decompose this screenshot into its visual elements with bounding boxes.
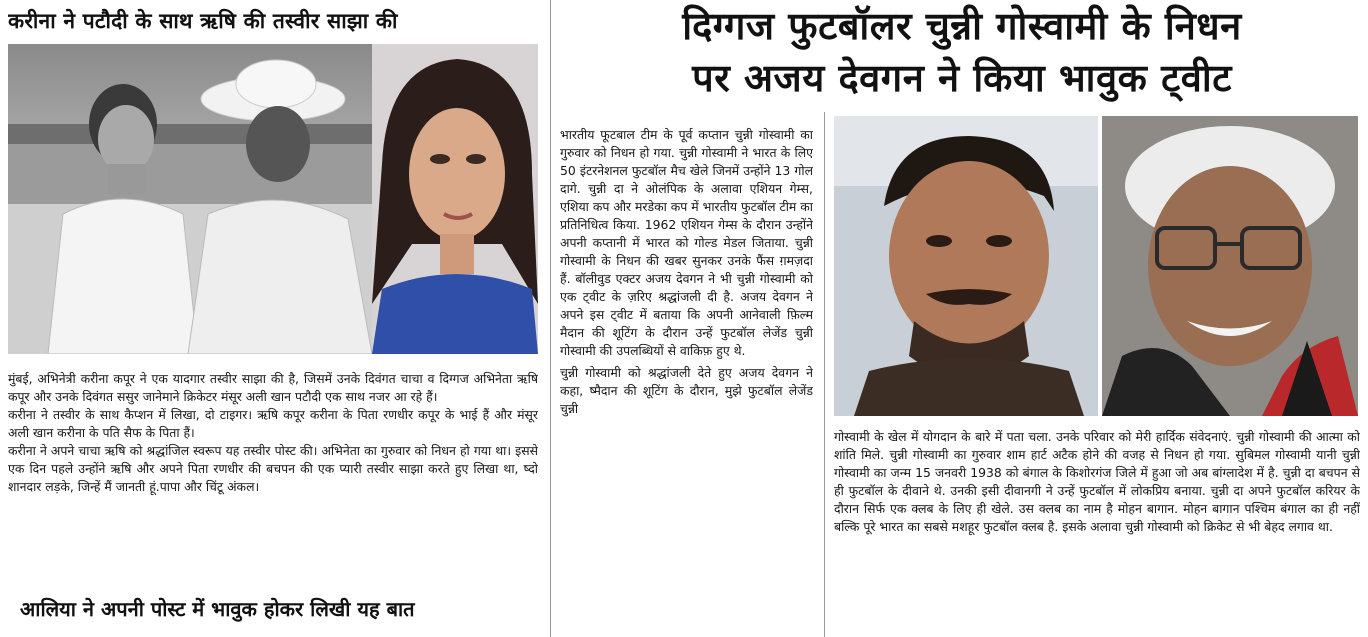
left-story-paragraph: मुंबई, अभिनेत्री करीना कपूर ने एक यादगार तस्वीर साझा की है, जिसमें उनके दिवंगत चाचा व दिग्गज अभिनेता ऋषि कपूर और उनके दिवंगत ससुर जानेमाने क्रिकेटर मंसूर अली खान पटौदी एक साथ नजर आ रहे हैं।: [8, 371, 538, 404]
main-story-paragraph: चुन्नी गोस्वामी को श्रद्धांजली देते हुए अजय देवगन ने कहा, ष्मैदान की शूटिंग के दौरान, मुझे फुटबॉल लेजेंड चुन्नी: [560, 365, 813, 416]
main-headline-line-2: पर अजय देवगन ने किया भावुक ट्वीट: [692, 56, 1232, 100]
main-story-bottom-paragraph: गोस्वामी के खेल में योगदान के बारे में पता चला. उनके परिवार को मेरी हार्दिक संवेदनाएं. चुन्नी गोस्वामी की आत्मा को शांति मिले. चुन्नी गोस्वामी का गुरुवार शाम हार्ट अटैक होने की वजह से निधन हो गया. सुबिमल गोस्वामी यानी चुन्नी गोस्वामी का जन्म 15 जनवरी 1938 को बंगाल के किशोरगंज जिले में हुआ जो अब बांग्लादेश में है. चुन्नी दा बचपन से ही फुटबॉल के दीवाने थे. उनकी इसी दीवानगी ने उन्हें फुटबॉल में लोकप्रिय बनाया. चुन्नी दा अपने फुटबॉल करियर के दौरान सिर्फ एक क्लब के लिए ही खेले. उस क्लब का नाम है मोहन बागान. मोहन बागान पश्चिम बंगाल का ही नहीं बल्कि पूरे भारत का सबसे मशहूर फुटबॉल क्लब है. इसके अलावा चुन्नी गोस्वामी को क्रिकेट से भी बेहद लगाव था.: [834, 429, 1360, 534]
left-story-paragraph: करीना ने अपने चाचा ऋषि को श्रद्धांजिल स्वरूप यह तस्वीर पोस्ट की। अभिनेता का गुरुवार को निधन हो गया था। इससे एक दिन पहले उन्होंने ऋषि और अपने पिता रणधीर की बचपन की एक प्यारी तस्वीर साझा करते हुए लिखा था, ष्दो शानदार लड़के, जिन्हें मैं जानती हूं.पापा और चिंटू अंकल।: [8, 443, 538, 494]
chuni-goswami-photo: [1102, 116, 1358, 416]
left-story-headline: करीना ने पटौदी के साथ ऋषि की तस्वीर साझा की: [8, 9, 398, 33]
rishi-pataudi-photo: [8, 44, 372, 354]
main-headline-line-1: दिग्गज फुटबॉलर चुन्नी गोस्वामी के निधन: [682, 4, 1242, 48]
main-story-paragraph: भारतीय फूटबाल टीम के पूर्व कप्तान चुन्नी गोस्वामी का गुरुवार को निधन हो गया. चुन्नी गोस्वामी ने भारत के लिए 50 इंटरनेशनल फुटबॉल मैच खेले जिनमें उन्होंने 13 गोल दागे. चुन्नी दा ने ओलंपिक के अलावा एशियन गेम्स, एशिया कप और मरडेका कप में भारतीय फुटबॉल टीम का प्रतिनिधित्व किया. 1962 एशियन गेम्स के दौरान उन्होंने अपनी कप्तानी में भारत को गोल्ड मेडल जिताया. चुन्नी गोस्वामी के निधन की खबर सुनकर उनके फैंस ग़मज़दा हैं. बॉलीवुड एक्टर अजय देवगन ने भी चुन्नी गोस्वामी को एक ट्वीट के ज़रिए श्रद्धांजली दी है. अजय देवगन ने अपने इस ट्वीट में बताया कि अपनी आनेवाली फ़िल्म मैदान की शूटिंग के दौरान उन्हें फुटबॉल लेजेंड चुन्नी गोस्वामी की उपलब्धियों से वाकिफ़ हुए थे.: [560, 127, 813, 358]
main-story-bottom-text: [834, 428, 1360, 632]
main-story-headline: [562, 0, 1362, 110]
left-story-body: [8, 370, 538, 586]
main-story-column-text: [560, 126, 813, 632]
left-story-paragraph: करीना ने तस्वीर के साथ कैप्शन में लिखा, दो टाइगर। ऋषि कपूर करीना के पिता रणधीर कपूर के भाई हैं और मंसूर अली खान करीना के पति सैफ के पिता हैं।: [8, 407, 538, 440]
kareena-photo: [372, 44, 538, 354]
column-divider-main: [824, 112, 825, 637]
ajay-devgn-photo: [834, 116, 1098, 416]
column-divider-left: [550, 0, 551, 637]
left-story-subhead: आलिया ने अपनी पोस्ट में भावुक होकर लिखी यह बात: [20, 597, 415, 621]
